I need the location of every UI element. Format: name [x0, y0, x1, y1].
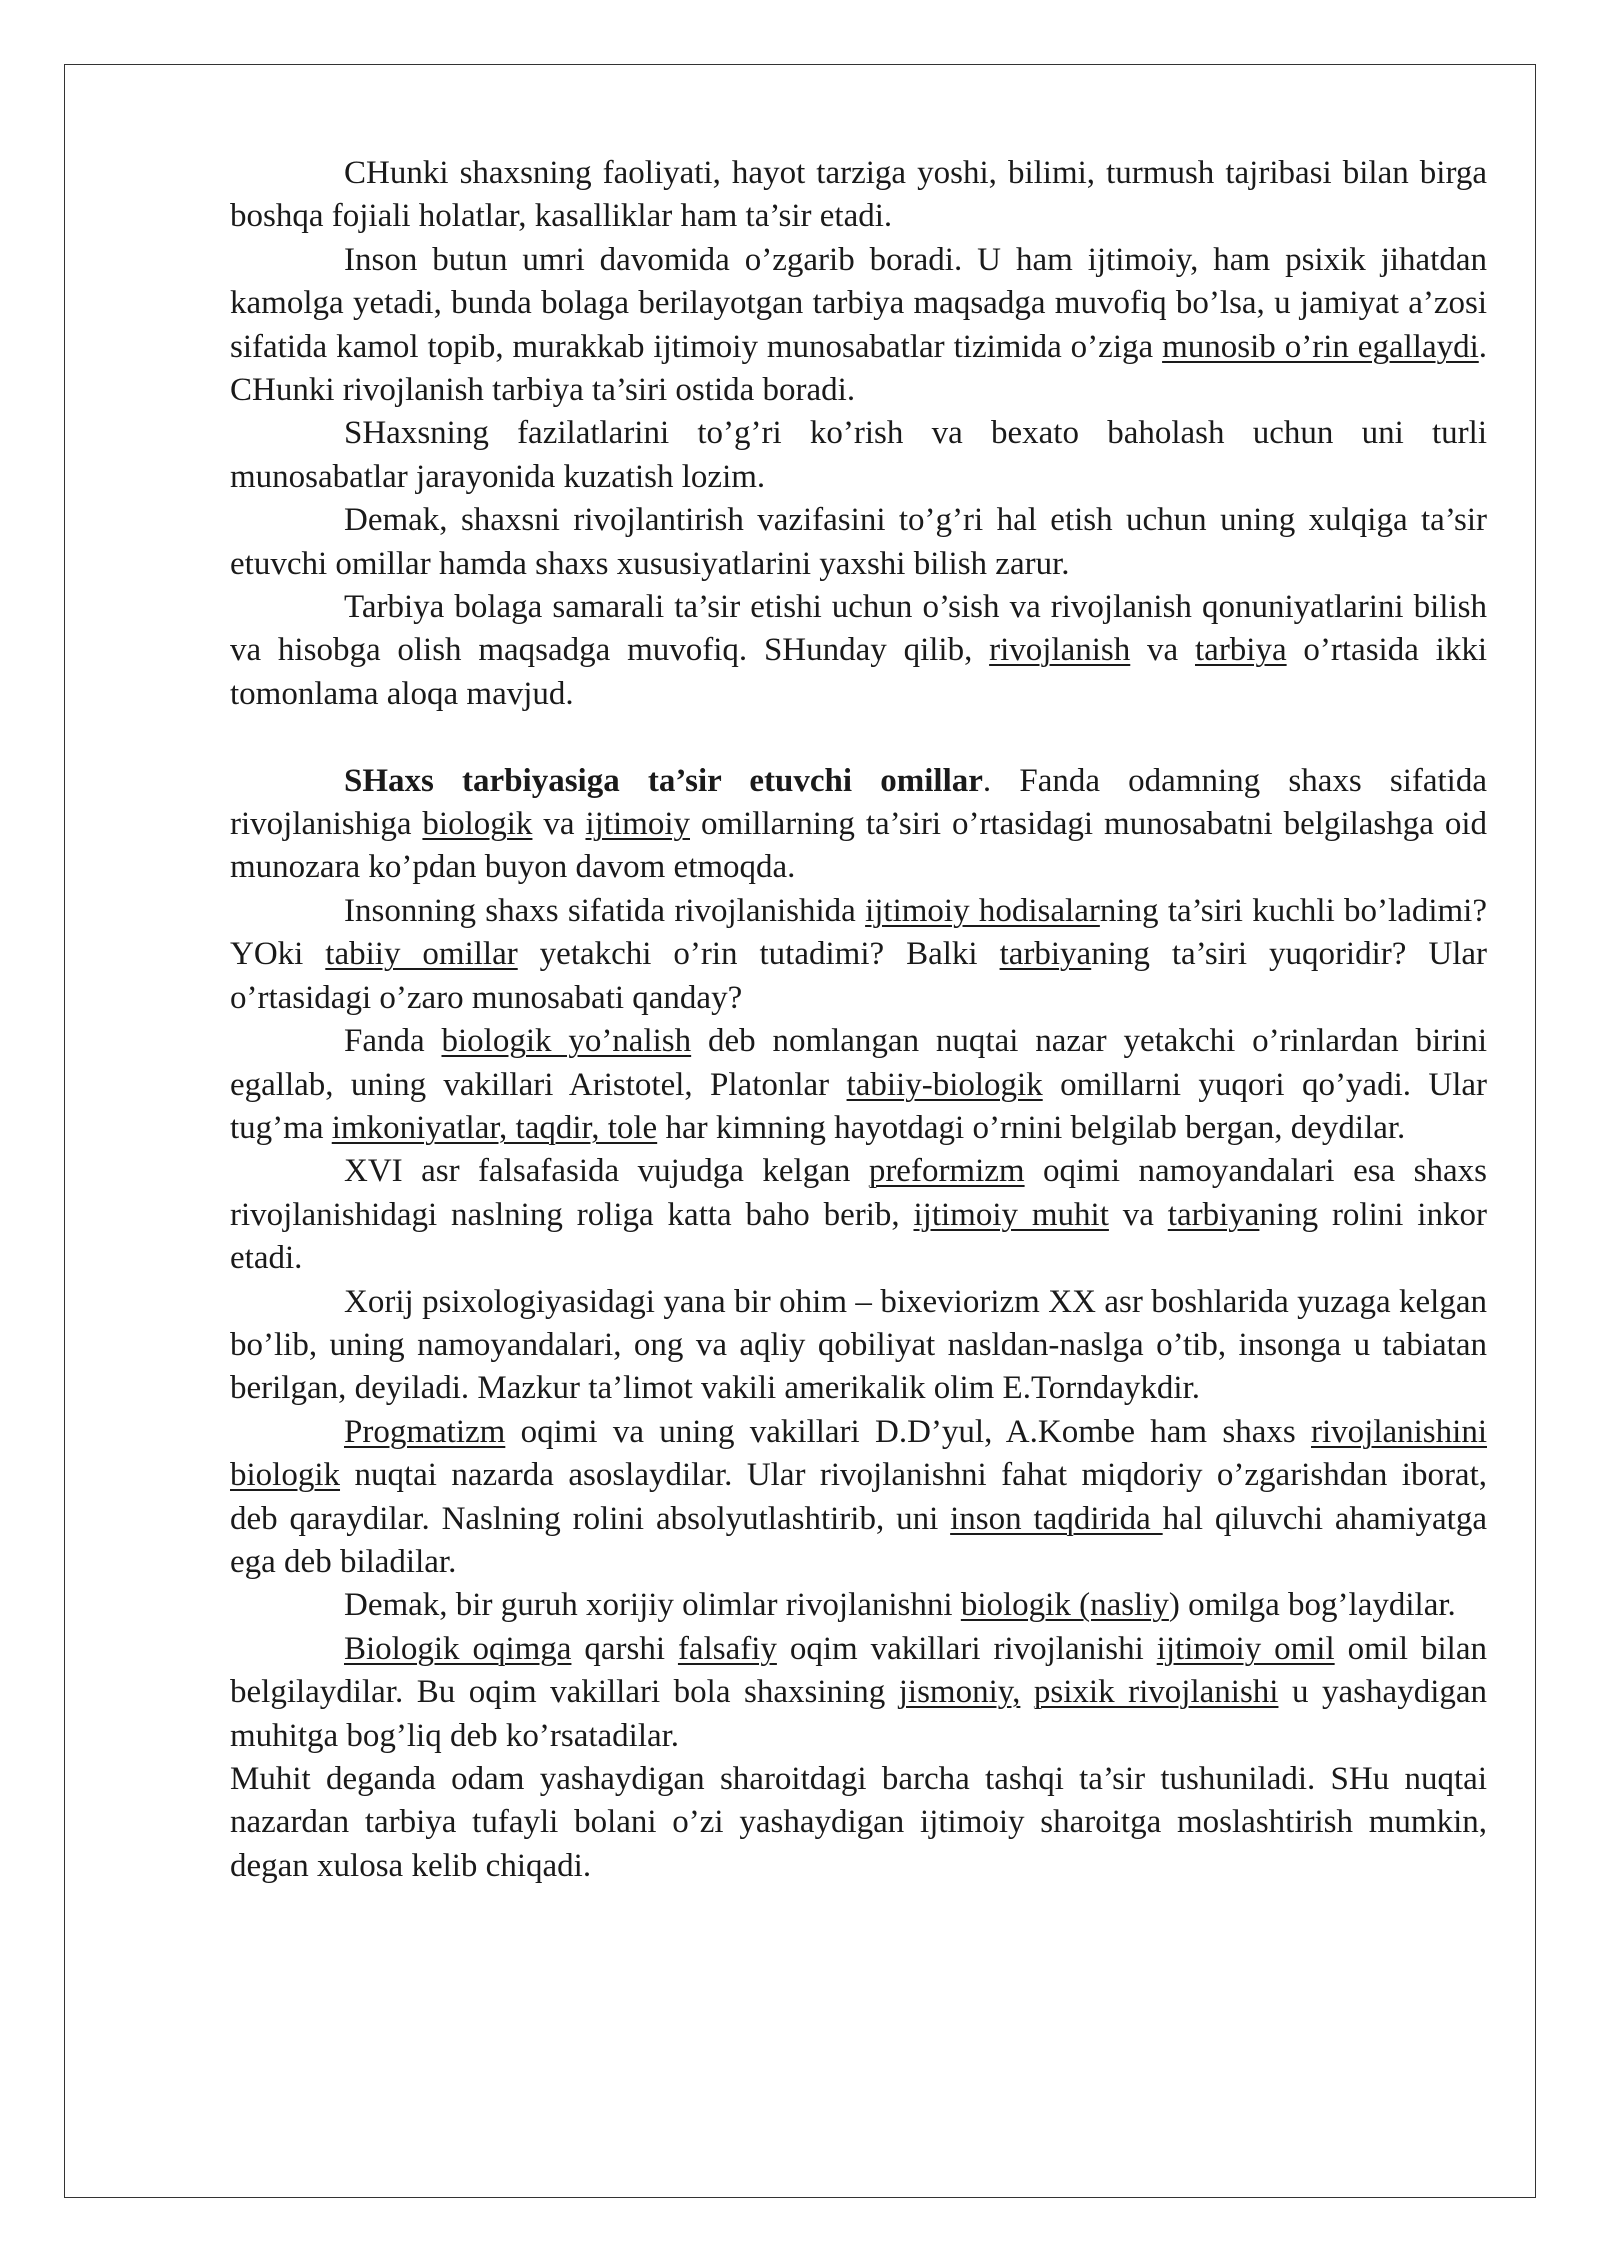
paragraph-text: ning ta’siri kuchli bo’ladimi? YOki	[230, 892, 1487, 973]
paragraph-text: qarshi	[571, 1630, 678, 1667]
paragraph	[230, 1020, 1487, 1150]
paragraph-text: . CHunki rivojlanish tarbiya ta’siri ostida boradi.	[230, 328, 1488, 409]
section-heading: SHaxs tarbiyasiga ta’sir etuvchi omillar	[344, 762, 983, 799]
paragraph-text: oqimi namoyandalari esa shaxs rivojlanishidagi naslning roliga katta baho berib,	[230, 1153, 1487, 1233]
paragraph-text: ) omilga bog’laydilar.	[1168, 1587, 1456, 1624]
paragraph-text: oqim vakillari rivojlanishi	[776, 1630, 1157, 1667]
paragraph-text: ning rolini inkor etadi.	[230, 1196, 1487, 1277]
underlined-term: tabiiy-biologik	[846, 1066, 1043, 1103]
paragraph	[230, 1584, 1487, 1627]
paragraph-text: Inson butun umri davomida o’zgarib boradi. U ham ijtimoiy, ham psixik jihatdan kamolga yetadi, bunda bolaga berilayotgan tarbiya maqsadga muvofiq bo’lsa, u jamiyat a’zosi sifatida kamol topib, murakkab ijtimoiy munosabatlar tizimida o’ziga	[230, 241, 1487, 365]
underlined-term: psixik rivojlanishi	[1033, 1674, 1279, 1711]
underlined-term: tarbiya	[1195, 632, 1287, 669]
paragraph-text: yetakchi o’rin tutadimi? Balki	[517, 936, 1000, 973]
underlined-term: ijtimoiy	[585, 806, 690, 843]
underlined-term: Progmatizm	[344, 1413, 506, 1450]
paragraph-text: deb nomlangan nuqtai nazar yetakchi o’rinlardan birini egallab, uning vakillari Aristotel, Platonlar	[230, 1023, 1487, 1103]
paragraph	[230, 1628, 1487, 1758]
paragraph-text: . Fanda odamning shaxs sifatida rivojlanishiga	[230, 762, 1487, 843]
underlined-term: inson taqdirida	[950, 1500, 1163, 1537]
document-body	[230, 152, 1487, 1888]
paragraph	[230, 1150, 1487, 1280]
paragraph-text: Fanda	[344, 1023, 442, 1060]
underlined-term: munosib o’rin egallaydi	[1162, 328, 1479, 365]
paragraph	[230, 499, 1487, 586]
underlined-term: biologik (nasliy	[960, 1587, 1169, 1624]
underlined-term: tarbiya	[1167, 1196, 1260, 1233]
paragraph-text: o’rtasida ikki tomonlama aloqa mavjud.	[230, 632, 1487, 712]
paragraph-text: hal qiluvchi ahamiyatga ega deb biladilar.	[230, 1500, 1487, 1580]
underlined-term: imkoniyatlar, taqdir, tole	[331, 1109, 658, 1146]
paragraph-text: Demak, shaxsni rivojlantirish vazifasini to’g’ri hal etish uchun uning xulqiga ta’sir etuvchi omillar hamda shaxs xususiyatlarini yaxshi bilish zarur.	[230, 502, 1487, 582]
underlined-term: preformizm	[868, 1153, 1025, 1190]
underlined-term: biologik yo’nalish	[441, 1023, 692, 1060]
paragraph-text: oqimi va uning vakillari D.D’yul, A.Kombe ham shaxs	[505, 1413, 1311, 1450]
underlined-term: ijtimoiy omil	[1156, 1630, 1335, 1667]
underlined-term: rivojlanishini biologik	[230, 1413, 1487, 1494]
paragraph-text: omillarning ta’siri o’rtasidagi munosabatni belgilashga oid munozara ko’pdan buyon davom etmoqda.	[230, 806, 1488, 886]
paragraph-text: va	[1108, 1196, 1168, 1233]
paragraph-text: Demak, bir guruh xorijiy olimlar rivojlanishni	[344, 1587, 961, 1624]
underlined-term: tabiiy omillar	[325, 936, 518, 973]
paragraph	[230, 760, 1487, 890]
paragraph-text: nuqtai nazarda asoslaydilar. Ular rivojlanishni fahat miqdoriy o’zgarishdan iborat, deb qaraydilar. Naslning rolini absolyutlashtirib, uni	[230, 1457, 1487, 1537]
paragraph-text: va	[1130, 632, 1195, 669]
paragraph-text: XVI asr falsafasida vujudga kelgan	[344, 1153, 869, 1190]
paragraph	[230, 152, 1487, 239]
paragraph-text: Tarbiya bolaga samarali ta’sir etishi uchun o’sish va rivojlanish qonuniyatlarini bilish va hisobga olish maqsadga muvofiq. SHunday qilib,	[230, 589, 1487, 669]
paragraph-text: omil bilan belgilaydilar. Bu oqim vakillari bola shaxsining	[230, 1630, 1487, 1711]
paragraph-text	[1020, 1674, 1034, 1710]
underlined-term: Biologik oqimga	[344, 1630, 572, 1667]
paragraph	[230, 1411, 1487, 1585]
paragraph-text: ning ta’siri yuqoridir? Ular o’rtasidagi o’zaro munosabati qanday?	[230, 936, 1487, 1016]
paragraph-text: Muhit deganda odam yashaydigan sharoitdagi barcha tashqi ta’sir tushuniladi. SHu nuqtai nazardan tarbiya tufayli bolani o’zi yashaydigan ijtimoiy sharoitga moslashtirish mumkin, degan xulosa kelib chiqadi.	[230, 1761, 1487, 1884]
paragraph	[230, 412, 1487, 499]
paragraph-text: Insonning shaxs sifatida rivojlanishida	[344, 892, 866, 929]
paragraph-text: har kimning hayotdagi o’rnini belgilab bergan, deydilar.	[657, 1109, 1406, 1146]
underlined-term: biologik	[422, 806, 533, 843]
paragraph-text: va	[532, 806, 586, 843]
paragraph	[230, 239, 1487, 413]
underlined-term: rivojlanish	[989, 632, 1131, 669]
paragraph-text: u yashaydigan muhitga bog’liq deb ko’rsatadilar.	[230, 1674, 1488, 1754]
paragraph	[230, 586, 1487, 716]
paragraph	[230, 890, 1487, 1020]
underlined-term: ijtimoiy muhit	[913, 1196, 1109, 1233]
paragraph-text: omillarni yuqori qo’yadi. Ular tug’ma	[230, 1066, 1487, 1146]
paragraph-text: CHunki shaxsning faoliyati, hayot tarziga yoshi, bilimi, turmush tajribasi bilan birga boshqa fojiali holatlar, kasalliklar ham ta’sir etadi.	[230, 155, 1487, 235]
paragraph	[230, 1758, 1487, 1888]
paragraph-text: SHaxsning fazilatlarini to’g’ri ko’rish va bexato baholash uchun uni turli munosabatlar jarayonida kuzatish lozim.	[230, 415, 1487, 495]
underlined-term: jismoniy,	[898, 1674, 1021, 1711]
underlined-term: ijtimoiy hodisalar	[865, 892, 1100, 929]
paragraph	[230, 1281, 1487, 1411]
underlined-term: falsafiy	[677, 1630, 777, 1667]
underlined-term: tarbiya	[999, 936, 1092, 973]
paragraph-text: Xorij psixologiyasidagi yana bir ohim – bixeviorizm XX asr boshlarida yuzaga kelgan bo’lib, uning namoyandalari, ong va aqliy qobiliyat nasldan-naslga o’tib, insonga u tabiatan berilgan, deyiladi. Mazkur ta’limot vakili amerikalik olim E.Torndaykdir.	[230, 1283, 1487, 1407]
